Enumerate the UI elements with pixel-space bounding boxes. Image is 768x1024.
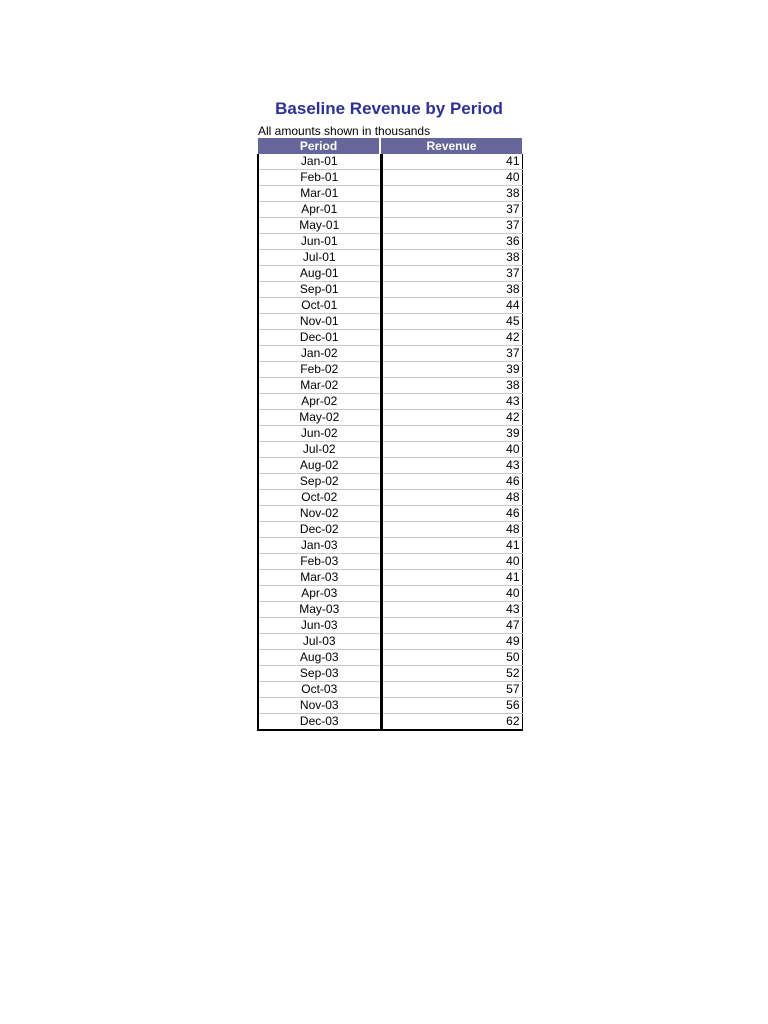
revenue-cell: 41: [381, 570, 522, 586]
table-row: [258, 618, 522, 634]
revenue-cell: 38: [381, 186, 522, 202]
revenue-table: [257, 138, 523, 731]
table-row: [258, 234, 522, 250]
revenue-cell: 50: [381, 650, 522, 666]
period-cell: May-03: [258, 602, 381, 618]
period-cell: Apr-03: [258, 586, 381, 602]
table-row: [258, 314, 522, 330]
period-cell: Sep-01: [258, 282, 381, 298]
period-cell: Dec-02: [258, 522, 381, 538]
revenue-cell: 62: [381, 714, 522, 731]
revenue-cell: 45: [381, 314, 522, 330]
revenue-cell: 48: [381, 522, 522, 538]
period-cell: Jul-02: [258, 442, 381, 458]
revenue-cell: 43: [381, 458, 522, 474]
table-row: [258, 426, 522, 442]
period-cell: Dec-03: [258, 714, 381, 731]
period-cell: May-02: [258, 410, 381, 426]
table-row: [258, 602, 522, 618]
period-cell: Nov-01: [258, 314, 381, 330]
revenue-cell: 42: [381, 410, 522, 426]
period-cell: Feb-02: [258, 362, 381, 378]
revenue-cell: 39: [381, 362, 522, 378]
period-cell: Aug-01: [258, 266, 381, 282]
table-row: [258, 458, 522, 474]
period-cell: Jul-03: [258, 634, 381, 650]
revenue-cell: 38: [381, 378, 522, 394]
revenue-cell: 42: [381, 330, 522, 346]
revenue-cell: 38: [381, 282, 522, 298]
period-cell: Oct-03: [258, 682, 381, 698]
period-cell: Feb-03: [258, 554, 381, 570]
period-cell: Mar-03: [258, 570, 381, 586]
page-title: Baseline Revenue by Period: [275, 99, 503, 118]
table-row: [258, 186, 522, 202]
period-cell: Nov-03: [258, 698, 381, 714]
table-row: [258, 634, 522, 650]
table-row: [258, 154, 522, 170]
table-row: [258, 698, 522, 714]
period-cell: Mar-01: [258, 186, 381, 202]
table-row: [258, 442, 522, 458]
revenue-cell: 41: [381, 538, 522, 554]
table-row: [258, 506, 522, 522]
table-row: [258, 682, 522, 698]
revenue-cell: 40: [381, 442, 522, 458]
revenue-cell: 46: [381, 474, 522, 490]
period-cell: Oct-02: [258, 490, 381, 506]
period-cell: Aug-02: [258, 458, 381, 474]
table-row: [258, 282, 522, 298]
period-cell: Nov-02: [258, 506, 381, 522]
revenue-cell: 36: [381, 234, 522, 250]
period-cell: Dec-01: [258, 330, 381, 346]
table-row: [258, 346, 522, 362]
period-cell: Jun-02: [258, 426, 381, 442]
table-row: [258, 554, 522, 570]
table-row: [258, 570, 522, 586]
table-row: [258, 714, 522, 731]
period-cell: Jul-01: [258, 250, 381, 266]
table-row: [258, 298, 522, 314]
table-row: [258, 266, 522, 282]
table-row: [258, 170, 522, 186]
table-body: [258, 154, 522, 730]
period-cell: Jan-01: [258, 154, 381, 170]
revenue-cell: 39: [381, 426, 522, 442]
table-row: [258, 522, 522, 538]
revenue-cell: 40: [381, 586, 522, 602]
revenue-cell: 40: [381, 554, 522, 570]
revenue-cell: 41: [381, 154, 522, 170]
table-row: [258, 538, 522, 554]
revenue-cell: 57: [381, 682, 522, 698]
table-row: [258, 490, 522, 506]
revenue-cell: 37: [381, 346, 522, 362]
period-cell: Oct-01: [258, 298, 381, 314]
period-cell: May-01: [258, 218, 381, 234]
table-row: [258, 218, 522, 234]
period-cell: Jun-01: [258, 234, 381, 250]
revenue-cell: 46: [381, 506, 522, 522]
column-header-revenue: Revenue: [381, 138, 522, 154]
table-row: [258, 474, 522, 490]
period-cell: Feb-01: [258, 170, 381, 186]
revenue-cell: 56: [381, 698, 522, 714]
table-row: [258, 250, 522, 266]
table-row: [258, 394, 522, 410]
period-cell: Apr-02: [258, 394, 381, 410]
revenue-cell: 43: [381, 394, 522, 410]
period-cell: Jun-03: [258, 618, 381, 634]
table-row: [258, 202, 522, 218]
period-cell: Aug-03: [258, 650, 381, 666]
table-row: [258, 362, 522, 378]
column-header-period: Period: [258, 138, 379, 154]
period-cell: Apr-01: [258, 202, 381, 218]
revenue-cell: 43: [381, 602, 522, 618]
table-row: [258, 666, 522, 682]
revenue-cell: 40: [381, 170, 522, 186]
period-cell: Jan-02: [258, 346, 381, 362]
table-row: [258, 586, 522, 602]
revenue-sheet: [257, 96, 521, 731]
table-row: [258, 378, 522, 394]
period-cell: Mar-02: [258, 378, 381, 394]
table-header-row: [258, 138, 522, 154]
units-note: All amounts shown in thousands: [258, 124, 431, 138]
period-cell: Jan-03: [258, 538, 381, 554]
revenue-cell: 44: [381, 298, 522, 314]
table-row: [258, 650, 522, 666]
revenue-cell: 38: [381, 250, 522, 266]
period-cell: Sep-03: [258, 666, 381, 682]
revenue-cell: 37: [381, 266, 522, 282]
revenue-cell: 52: [381, 666, 522, 682]
revenue-cell: 47: [381, 618, 522, 634]
revenue-cell: 37: [381, 218, 522, 234]
table-row: [258, 410, 522, 426]
revenue-cell: 37: [381, 202, 522, 218]
revenue-cell: 48: [381, 490, 522, 506]
table-row: [258, 330, 522, 346]
period-cell: Sep-02: [258, 474, 381, 490]
revenue-cell: 49: [381, 634, 522, 650]
